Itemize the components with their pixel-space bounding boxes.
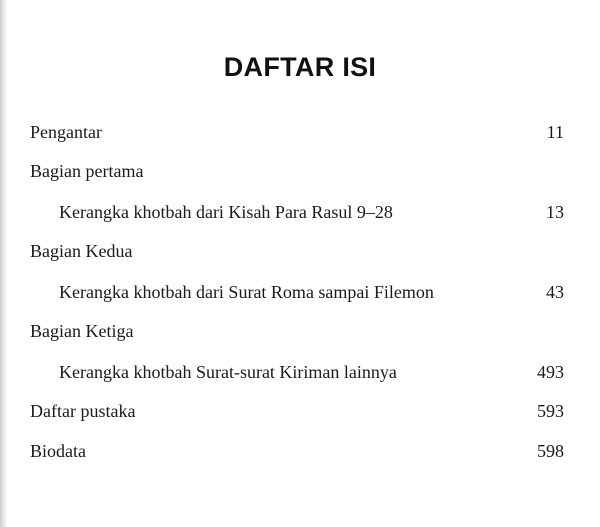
toc-section-label: Bagian Kedua [30,241,133,261]
toc-entry-label: Kerangka khotbah Surat-surat Kiriman lainnya [59,362,397,382]
toc-entry-page: 13 [546,202,564,222]
toc-entry-page: 598 [537,441,564,461]
toc-entry-label: Kerangka khotbah dari Surat Roma sampai Filemon [59,282,434,302]
toc-section-label: Bagian Ketiga [30,321,134,341]
toc-section-label: Bagian pertama [30,161,144,181]
toc-entry-page: 593 [537,401,564,421]
toc-entry-label: Kerangka khotbah dari Kisah Para Rasul 9–28 [59,202,393,222]
toc-entry-label: Daftar pustaka [30,401,136,421]
toc-entry-label: Biodata [30,441,86,461]
page-title: DAFTAR ISI [223,52,377,82]
toc-entry-page: 11 [546,122,564,142]
toc-entry-page: 493 [537,362,564,382]
toc-entry-label: Pengantar [30,122,102,142]
toc-entry-page: 43 [546,282,564,302]
